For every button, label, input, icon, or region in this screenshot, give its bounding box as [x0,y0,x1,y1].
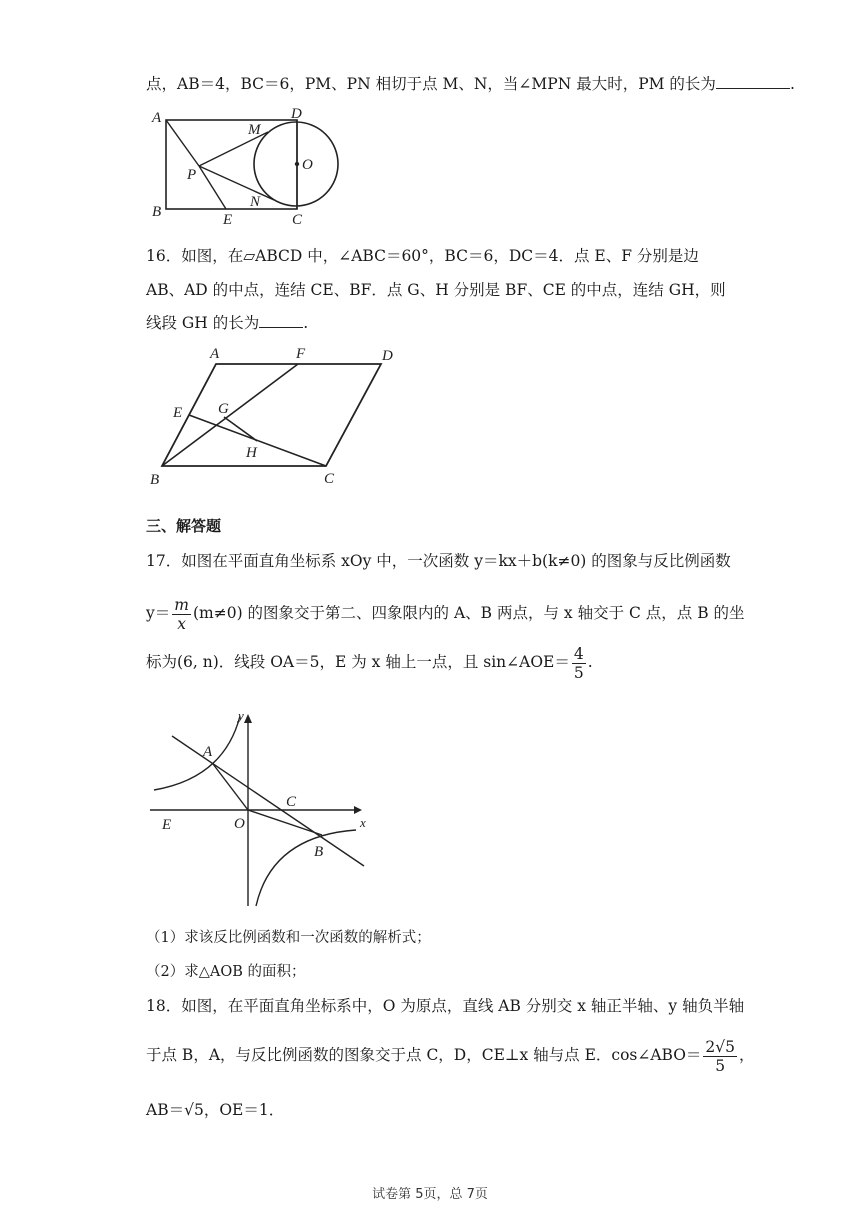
q15-figure [146,104,356,229]
q17-segment-ob [248,810,322,835]
q17-label-e: E [162,817,172,833]
q17-text-line2 [146,594,745,633]
q17-hyperbola-branch-4 [256,830,356,906]
q16-segment-ce [189,415,326,466]
q18-line2-pre: 于点 B，A，与反比例函数的图象交于点 C，D，CE⊥x 轴与点 E．cos∠ABO＝ [146,1046,702,1064]
q16-text-line1: 16．如图，在▱ABCD 中，∠ABC＝60°，BC＝6，DC＝4．点 E、F 分别是边 [146,247,699,265]
q17-sub-question-1: （1）求该反比例函数和一次函数的解析式； [146,930,431,946]
q16-label-e: E [173,405,183,421]
q16-line3-end: . [303,314,309,332]
q17-x-axis-arrow [354,806,362,814]
q15-label-d: D [291,106,302,122]
q18-line2-post: ， [739,1046,755,1064]
q17-sub-question-2: （2）求△AOB 的面积； [146,964,306,980]
q17-segment-oa [213,764,248,810]
q16-label-h: H [246,445,257,461]
q17-label-a: A [203,744,213,760]
q15-label-b: B [152,204,162,220]
section-title: 三、解答题 [146,517,222,535]
q15-label-m: M [248,122,261,138]
q17-label-b: B [314,844,324,860]
q16-label-f: F [296,346,306,362]
q16-label-a: A [210,346,220,362]
q18-text-line3: AB＝√5，OE＝1． [146,1101,285,1119]
q16-label-g: G [218,401,229,417]
page-footer: 试卷第 5页，总 7页 [372,1187,488,1202]
q16-text-line2: AB、AD 的中点，连结 CE、BF．点 G、H 分别是 BF、CE 的中点，连结 GH，则 [146,281,726,299]
q15-label-p: P [187,167,197,183]
q15-label-e: E [223,212,233,228]
q15-text-line1 [146,74,795,94]
q17-fraction-m-over-x: $\frac{m}{x}$ [174,595,189,633]
q16-label-d: D [382,348,393,364]
q15-center-dot [295,162,299,166]
q15-label-o: O [302,157,313,173]
q18-fraction-cos: $\frac{2√5}{5}$ [705,1037,736,1075]
q16-text-line3 [146,313,308,333]
q16-figure [146,340,406,490]
q16-segment-gh [224,417,257,441]
q16-parallelogram [162,364,381,466]
q17-fraction-4-over-5: $\frac{4}{5}$ [573,644,584,682]
q15-answer-blank[interactable] [716,74,790,89]
q15-segment-pa [166,120,199,166]
q16-answer-blank[interactable] [259,313,303,328]
q16-line3-text: 线段 GH 的长为 [146,314,260,332]
q16-label-b: B [150,472,160,488]
q17-text-line1: 17．如图在平面直角坐标系 xOy 中，一次函数 y＝kx＋b(k≠0) 的图象与反比例函数 [146,552,731,570]
q17-line2-post: (m≠0) 的图象交于第二、四象限内的 A、B 两点，与 x 轴交于 C 点，点 B 的坐 [192,604,745,622]
q17-label-c: C [286,794,297,810]
q15-line1-text: 点，AB＝4，BC＝6，PM、PN 相切于点 M、N，当∠MPN 最大时，PM 的长为 [146,75,716,93]
q17-line2-pre: y＝ [146,604,171,622]
q17-text-line3 [146,643,593,682]
q18-text-line1: 18．如图，在平面直角坐标系中，O 为原点，直线 AB 分别交 x 轴正半轴、y 轴负半轴 [146,997,745,1015]
q15-label-n: N [250,194,261,210]
q15-label-a: A [152,110,162,126]
q17-label-y: y [238,708,244,723]
q15-label-c: C [292,212,303,228]
q16-label-c: C [324,471,335,487]
q15-rectangle [166,120,297,209]
q17-line-ab [172,736,364,866]
q16-segment-bf [162,364,298,466]
q17-label-x: x [360,815,366,830]
q15-line1-end: . [789,75,795,93]
q17-figure [146,702,376,912]
q17-label-o: O [234,816,245,832]
q17-line3-pre: 标为(6, n)．线段 OA＝5，E 为 x 轴上一点，且 sin∠AOE＝ [146,653,570,671]
q17-line3-post: . [587,653,593,671]
q17-y-axis-arrow [244,714,252,723]
q18-text-line2 [146,1036,755,1075]
